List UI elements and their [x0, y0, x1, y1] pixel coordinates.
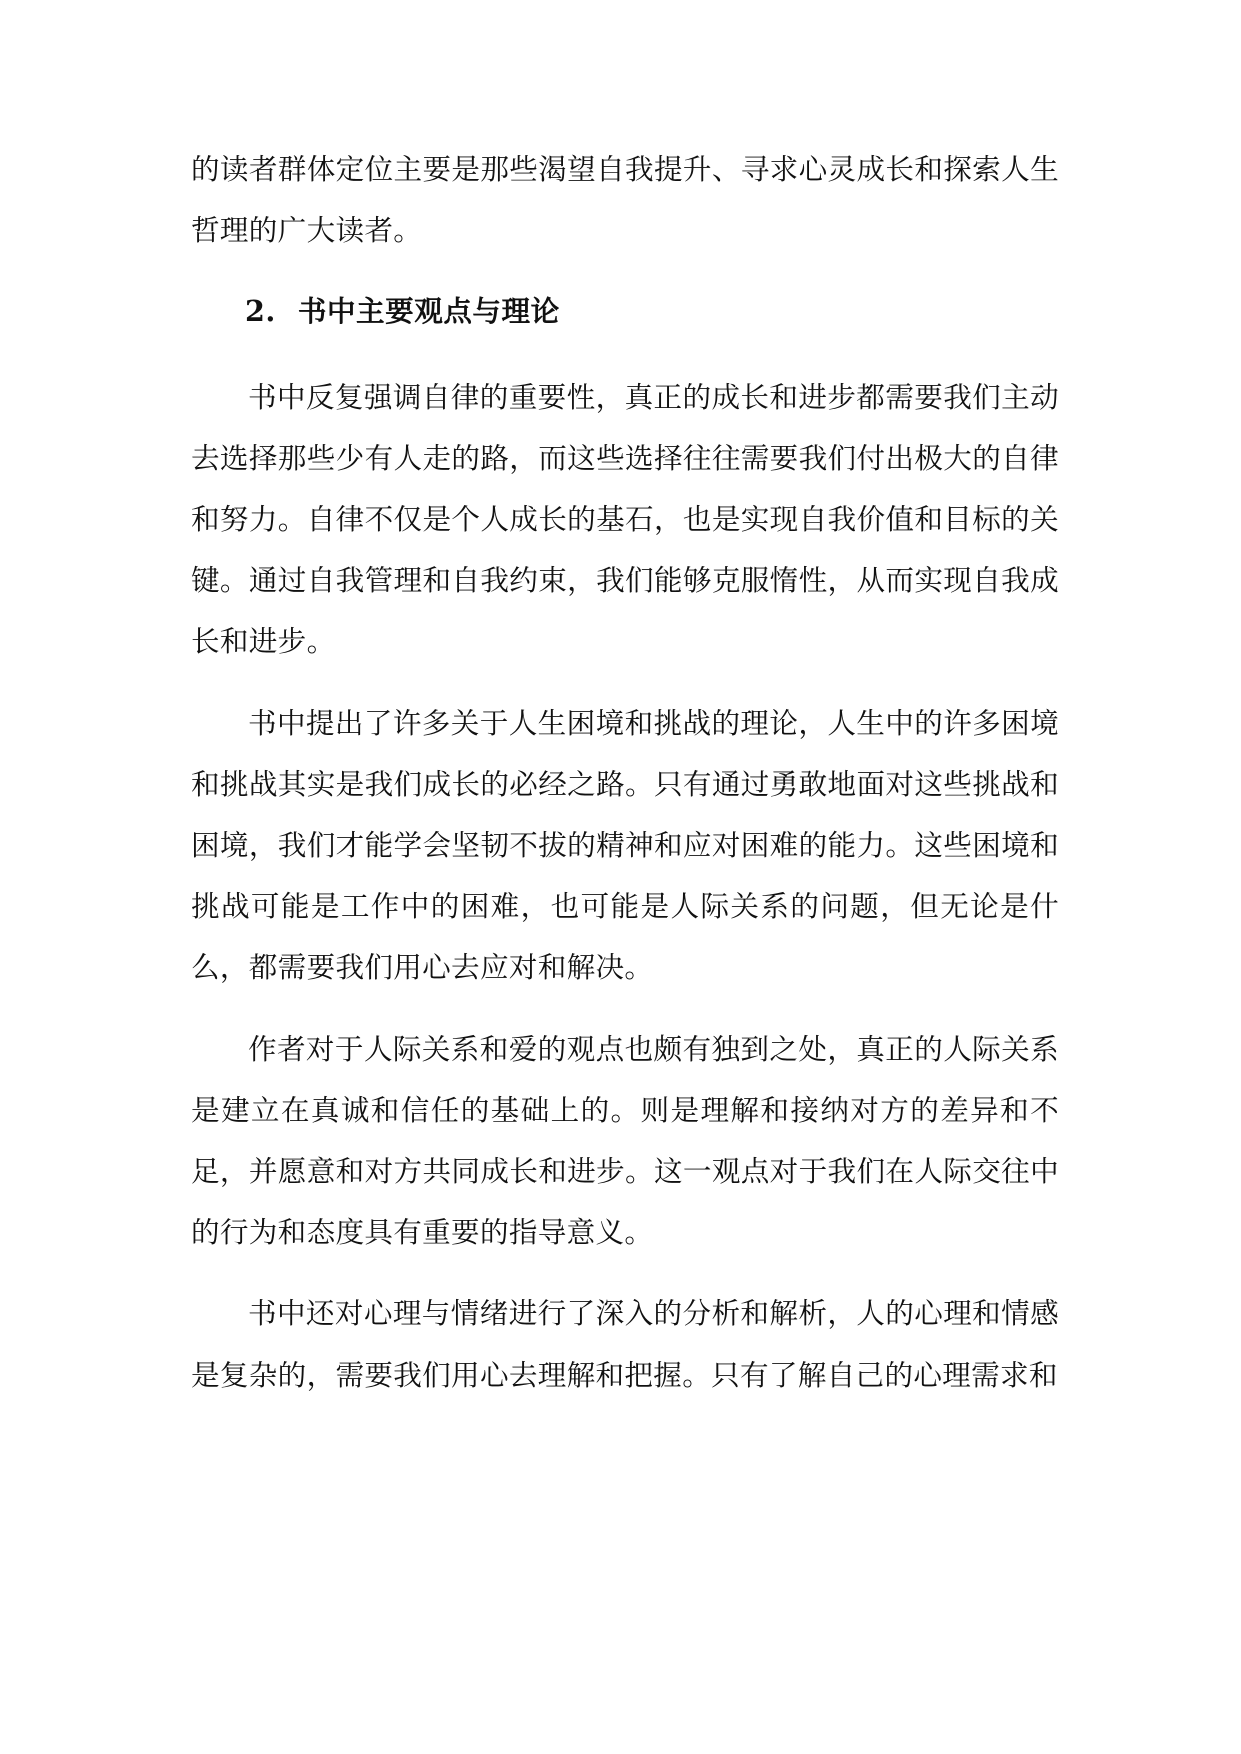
paragraph-life-challenges: 书中提出了许多关于人生困境和挑战的理论，人生中的许多困境和挑战其实是我们成长的必经之路。只有通过勇敢地面对这些挑战和困境，我们才能学会坚韧不拔的精神和应对困难的能力。这些困境和挑战可能是工作中的困难，也可能是人际关系的问题，但无论是什么，都需要我们用心去应对和解决。 — [191, 705, 1059, 985]
paragraph-self-discipline: 书中反复强调自律的重要性，真正的成长和进步都需要我们主动去选择那些少有人走的路，而这些选择往往需要我们付出极大的自律和努力。自律不仅是个人成长的基石，也是实现自我价值和目标的关键。通过自我管理和自我约束，我们能够克服惰性，从而实现自我成长和进步。 — [191, 379, 1059, 659]
body-text — [191, 139, 1059, 1426]
section-number: 2. — [245, 294, 276, 329]
section-title: 书中主要观点与理论 — [297, 294, 560, 329]
paragraph-relationships: 作者对于人际关系和爱的观点也颇有独到之处，真正的人际关系是建立在真诚和信任的基础上的。则是理解和接纳对方的差异和不足，并愿意和对方共同成长和进步。这一观点对于我们在人际交往中的行为和态度具有重要的指导意义。 — [191, 1031, 1059, 1250]
continuation-paragraph: 的读者群体定位主要是那些渴望自我提升、寻求心灵成长和探索人生哲理的广大读者。 — [191, 152, 1059, 248]
section-heading — [191, 281, 1059, 342]
paragraph-psychology: 书中还对心理与情绪进行了深入的分析和解析，人的心理和情感是复杂的，需要我们用心去理解和把握。只有了解自己的心理需求和 — [191, 1296, 1059, 1392]
